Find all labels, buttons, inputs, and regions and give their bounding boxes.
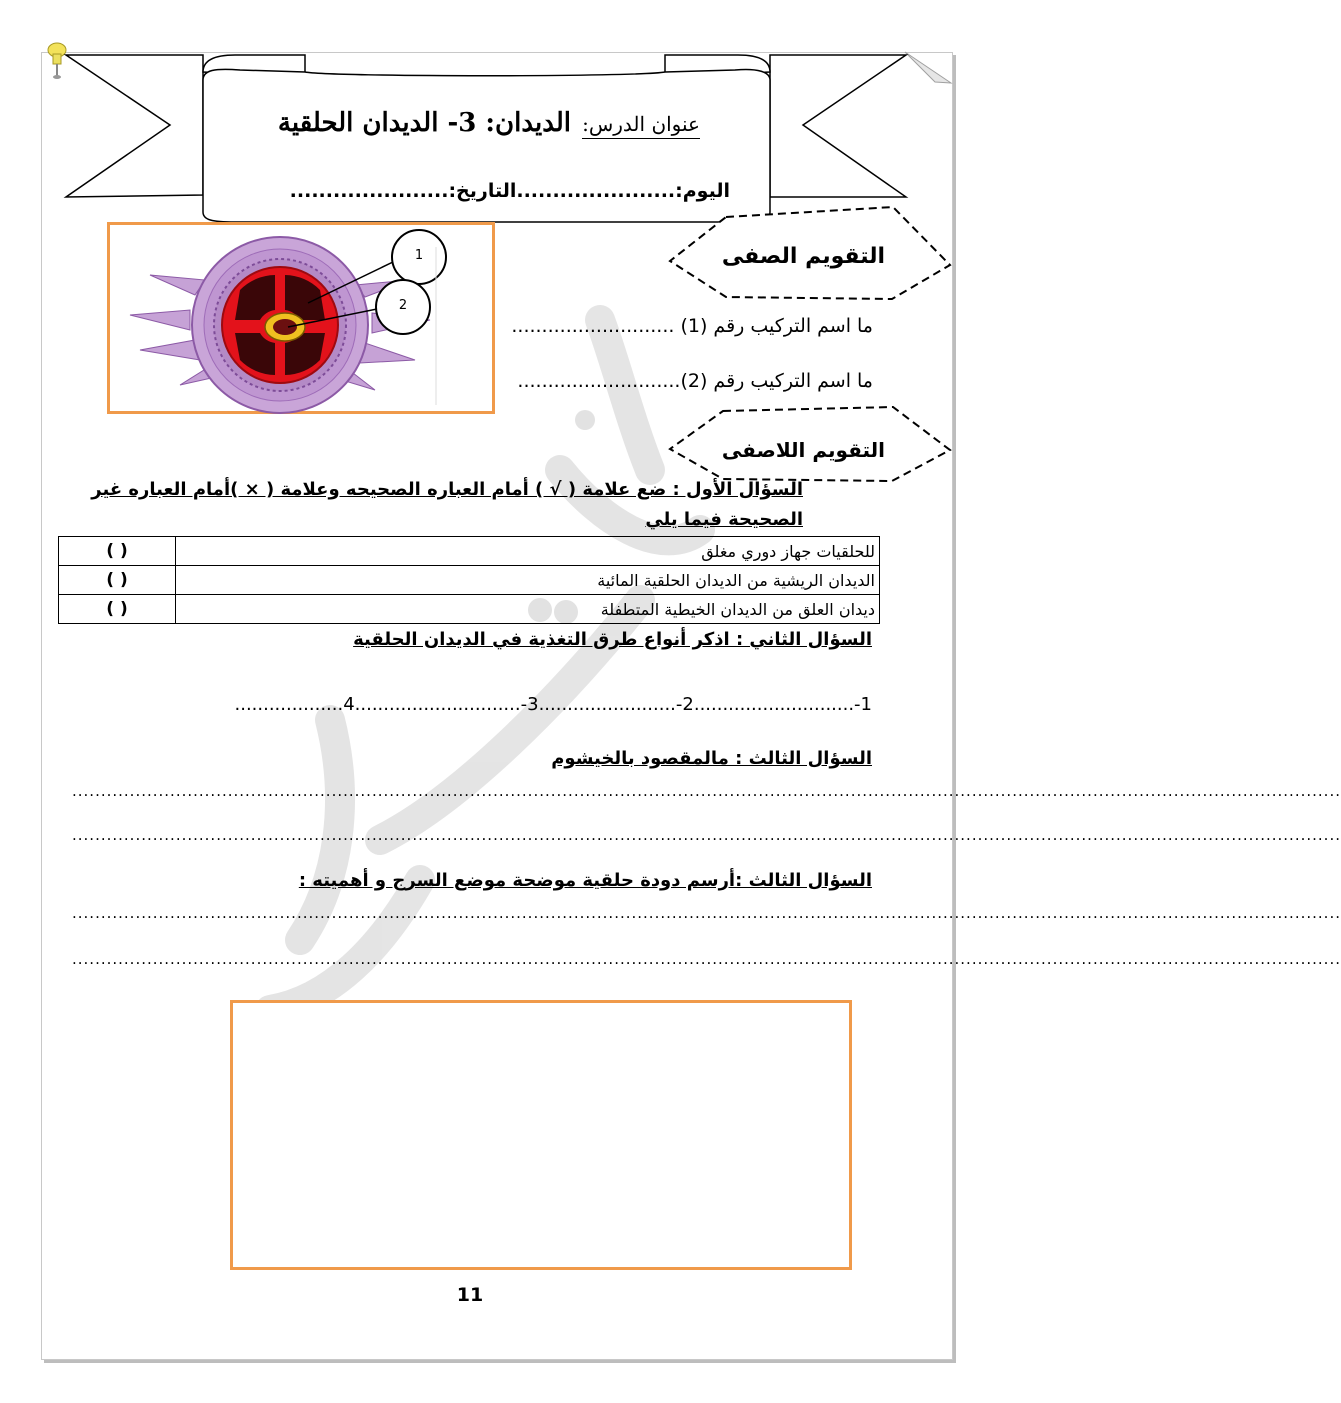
question-4-answer-line-1[interactable]: ............................................................................................................................................................................................................................ — [72, 904, 1341, 922]
table-row — [59, 537, 880, 566]
lesson-title: الديدان: 3- الديدان الحلقية — [277, 108, 572, 138]
statement-cell: الديدان الريشية من الديدان الحلقية المائية — [176, 566, 880, 595]
summative-heading-clip — [690, 436, 885, 460]
question-2-answer-line[interactable]: 1-............................2-........................3-.............................4................... — [234, 694, 872, 715]
diagram-label-2: 2 — [398, 298, 408, 313]
question-1-heading: السؤال الأول : ضع علامة ( √ ) أمام العباره الصحيحه وعلامة ( × )أمام العباره غير الصحيحة فيما يلي — [91, 479, 803, 530]
lesson-label: عنوان الدرس: — [582, 112, 700, 139]
question-2-heading: السؤال الثاني : اذكر أنواع طرق التغذية في الديدان الحلقية — [353, 629, 872, 650]
table-row — [59, 595, 880, 624]
lesson-title-line — [270, 108, 700, 148]
table-row — [59, 566, 880, 595]
answer-mark-cell[interactable]: ( ) — [59, 566, 176, 595]
question-3-heading: السؤال الثالث : مالمقصود بالخيشوم — [551, 748, 872, 769]
page-number: 11 — [456, 1284, 484, 1306]
answer-mark-cell[interactable]: ( ) — [59, 595, 176, 624]
structure-1-question: ما اسم التركيب رقم (1) ........................... — [511, 315, 873, 337]
drawing-answer-box[interactable] — [230, 1000, 852, 1270]
worm-cross-section-diagram — [110, 225, 490, 408]
true-false-table — [58, 536, 880, 624]
formative-heading: التقويم الصفى — [721, 244, 885, 269]
question-4-answer-line-2[interactable]: ............................................................................................................................................................................................................................ — [72, 950, 1341, 968]
answer-mark-cell[interactable]: ( ) — [59, 537, 176, 566]
summative-heading: التقويم اللاصفى — [721, 438, 885, 462]
question-3-answer-line-2[interactable]: ............................................................................................................................................................................................................................ — [72, 826, 1341, 844]
day-date-line: اليوم:......................التاريخ:...................... — [289, 180, 730, 202]
statement-cell: للحلقيات جهاز دوري مغلق — [176, 537, 880, 566]
question-4-heading: السؤال الثالث :أرسم دودة حلقية موضحة موضع السرج و أهميته : — [298, 870, 872, 891]
diagram-label-1: 1 — [414, 248, 424, 263]
question-3-answer-line-1[interactable]: ............................................................................................................................................................................................................................ — [72, 782, 1341, 800]
structure-2-question: ما اسم التركيب رقم (2)........................... — [517, 370, 873, 392]
statement-cell: ديدان العلق من الديدان الخيطية المتطفلة — [176, 595, 880, 624]
